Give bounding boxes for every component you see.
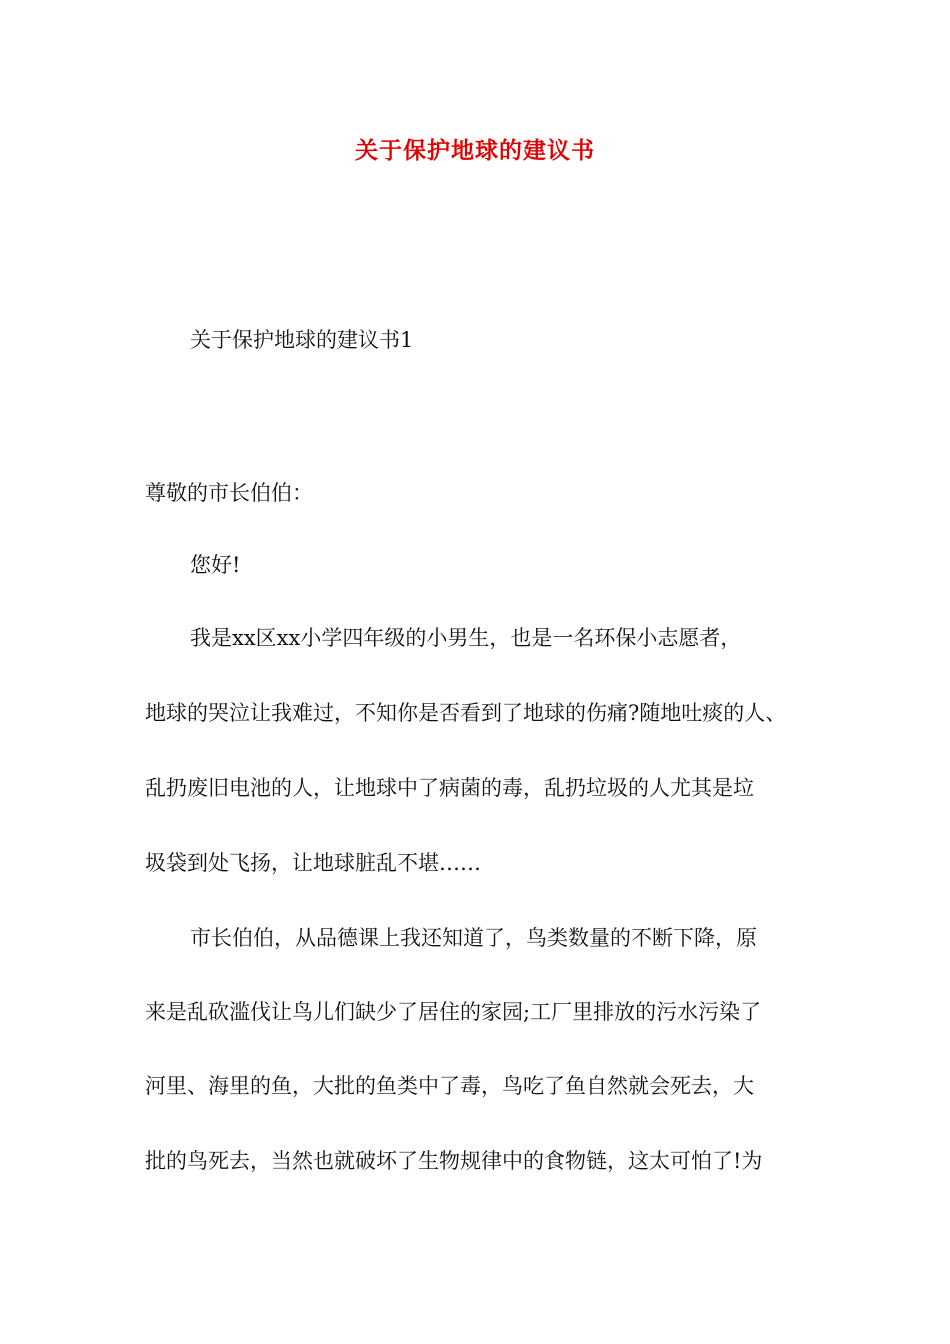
- paragraph-line: 市长伯伯，从品德课上我还知道了，鸟类数量的不断下降，原: [190, 926, 757, 950]
- paragraph-line: 我是xx区xx小学四年级的小男生，也是一名环保小志愿者，: [190, 626, 742, 650]
- paragraph-line: 圾袋到处飞扬，让地球脏乱不堪……: [145, 851, 481, 875]
- section-heading: 关于保护地球的建议书1: [190, 328, 414, 352]
- paragraph-line: 来是乱砍滥伐让鸟儿们缺少了居住的家园;工厂里排放的污水污染了: [145, 1000, 762, 1024]
- salutation: 尊敬的市长伯伯：: [145, 481, 313, 505]
- greeting: 您好!: [190, 553, 241, 577]
- paragraph-line: 河里、海里的鱼，大批的鱼类中了毒，鸟吃了鱼自然就会死去，大: [145, 1074, 754, 1098]
- paragraph-line: 乱扔废旧电池的人，让地球中了病菌的毒，乱扔垃圾的人尤其是垃: [145, 776, 754, 800]
- document-title: 关于保护地球的建议书: [355, 137, 595, 164]
- paragraph-line: 批的鸟死去，当然也就破坏了生物规律中的食物链，这太可怕了!为: [145, 1149, 763, 1173]
- paragraph-line: 地球的哭泣让我难过，不知你是否看到了地球的伤痛?随地吐痰的人、: [145, 701, 787, 725]
